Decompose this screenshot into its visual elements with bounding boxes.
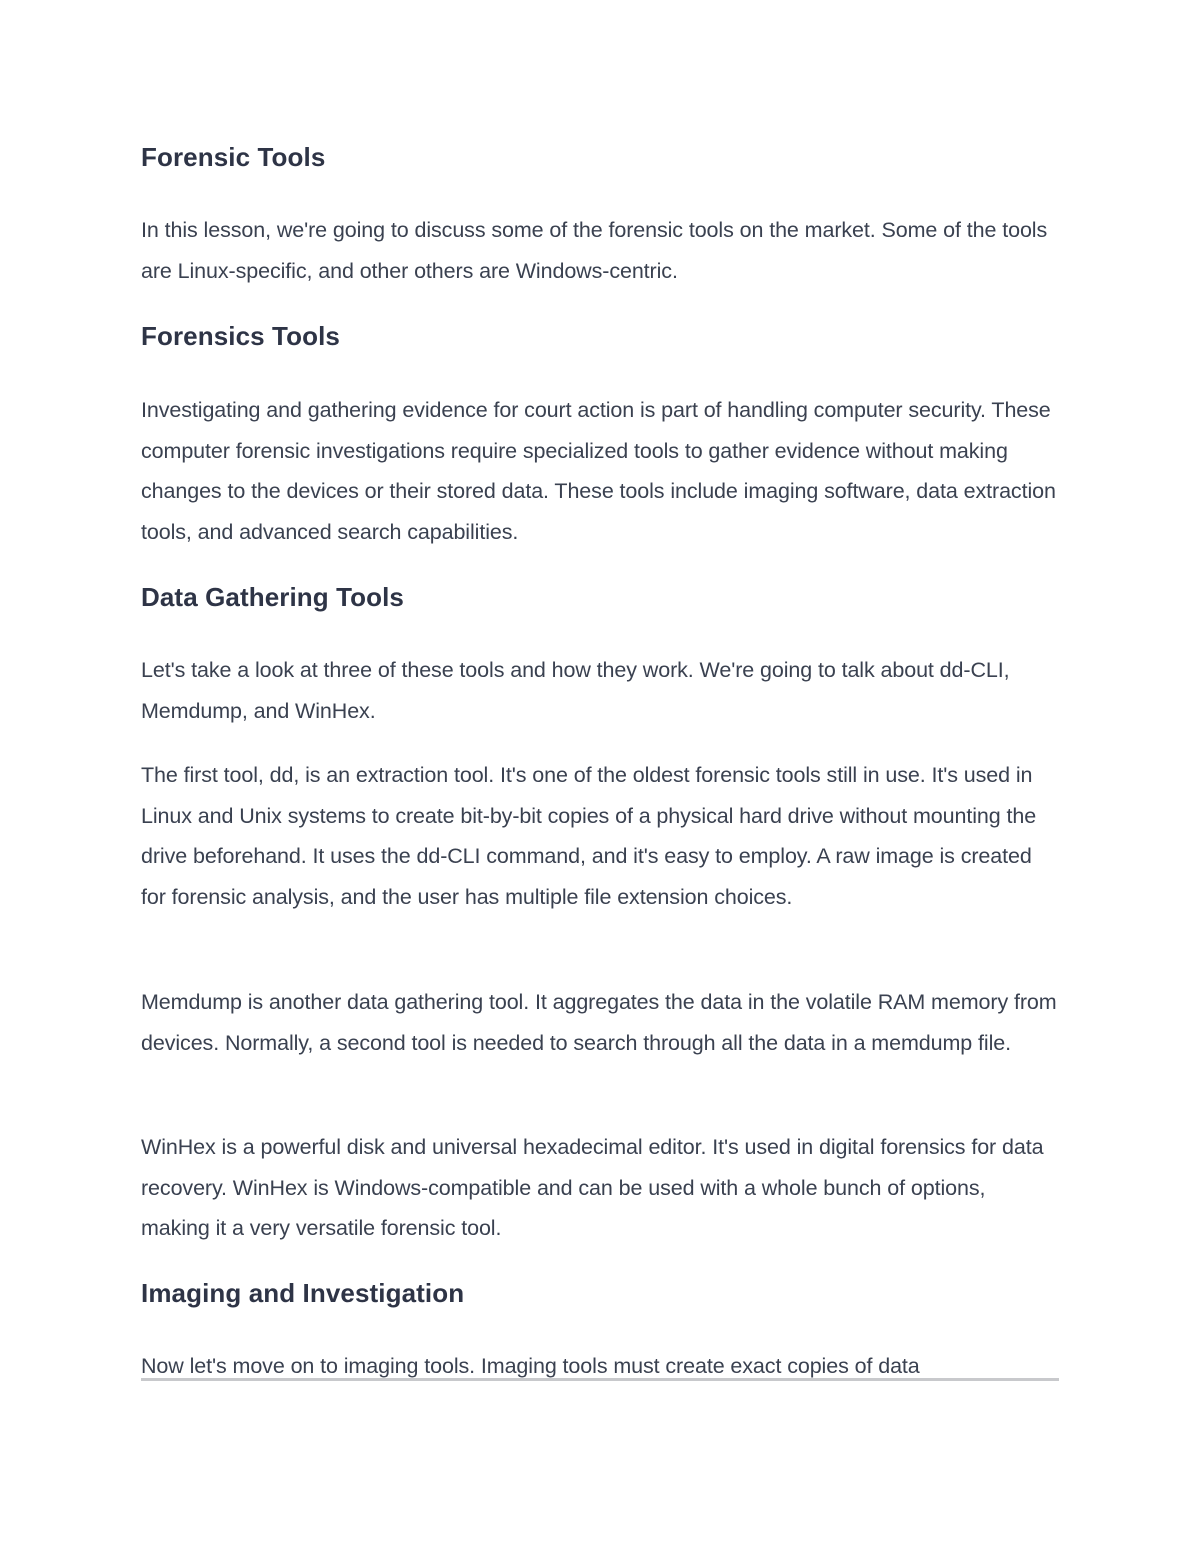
imaging-paragraph: Now let's move on to imaging tools. Imaging tools must create exact copies of data [141,1354,920,1378]
section-heading-data-gathering-tools: Data Gathering Tools [141,582,404,612]
page-cutoff-divider [141,1378,1059,1381]
section-heading-forensics-tools: Forensics Tools [141,321,340,351]
memdump-paragraph: Memdump is another data gathering tool. It aggregates the data in the volatile RAM memory from devices. Normally, a second tool is needed to search through all the data in a memdump file. [141,990,1057,1055]
data-gathering-intro-paragraph: Let's take a look at three of these tools and how they work. We're going to talk about dd-CLI, Memdump, and WinHex. [141,658,1010,723]
forensics-tools-paragraph: Investigating and gathering evidence for court action is part of handling computer security. These computer forensic investigations require specialized tools to gather evidence without making changes to the devices or their stored data. These tools include imaging software, data extraction tools, and advanced search capabilities. [141,398,1056,544]
intro-paragraph: In this lesson, we're going to discuss some of the forensic tools on the market. Some of the tools are Linux-specific, and other others are Windows-centric. [141,218,1048,283]
section-heading-imaging-and-investigation: Imaging and Investigation [141,1278,465,1308]
dd-tool-paragraph: The first tool, dd, is an extraction tool. It's one of the oldest forensic tools still in use. It's used in Linux and Unix systems to create bit-by-bit copies of a physical hard drive without mounting the drive beforehand. It uses the dd-CLI command, and it's easy to employ. A raw image is created for forensic analysis, and the user has multiple file extension choices. [141,763,1037,909]
winhex-paragraph: WinHex is a powerful disk and universal hexadecimal editor. It's used in digital forensics for data recovery. WinHex is Windows-compatible and can be used with a whole bunch of options, making it a very versatile forensic tool. [141,1135,1044,1241]
section-heading-forensic-tools: Forensic Tools [141,142,326,172]
